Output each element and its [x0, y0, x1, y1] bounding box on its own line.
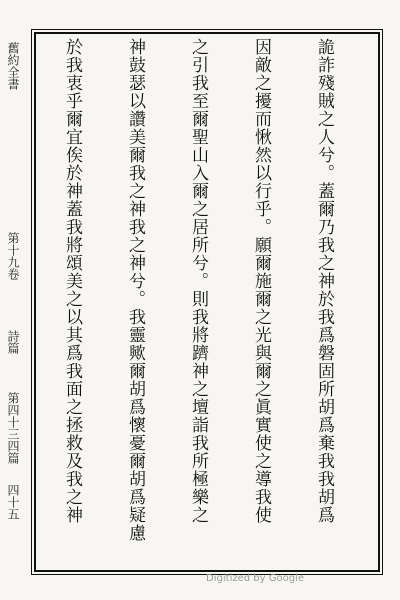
chapter-label: 第四十三四篇 — [6, 392, 20, 464]
section-label: 詩篇 — [6, 330, 20, 354]
text-column: 詭詐殘賊之人兮。蓋爾乃我之神於我爲磐固所胡爲棄我我胡爲 — [314, 38, 334, 524]
text-body — [40, 38, 376, 566]
book-title: 舊約全書 — [6, 42, 20, 90]
text-column: 因敵之擾而愀然以行乎。願爾施爾之光與爾之眞實使之導我使 — [251, 38, 271, 524]
text-column: 之引我至爾聖山入爾之居所兮。則我將躋神之壇詣我所極樂之 — [188, 38, 208, 524]
text-column: 於我衷乎爾宜俟於神蓋我將頌美之以其爲我面之拯救及我之神 — [62, 38, 82, 524]
digitization-watermark: Digitized by Google — [206, 573, 304, 584]
text-column: 神鼓瑟以讚美爾我之神我之神兮。我靈歟爾胡爲懷憂爾胡爲疑慮 — [125, 38, 145, 542]
page-number: 四十五 — [6, 484, 20, 520]
volume-label: 第十九卷 — [6, 232, 20, 280]
